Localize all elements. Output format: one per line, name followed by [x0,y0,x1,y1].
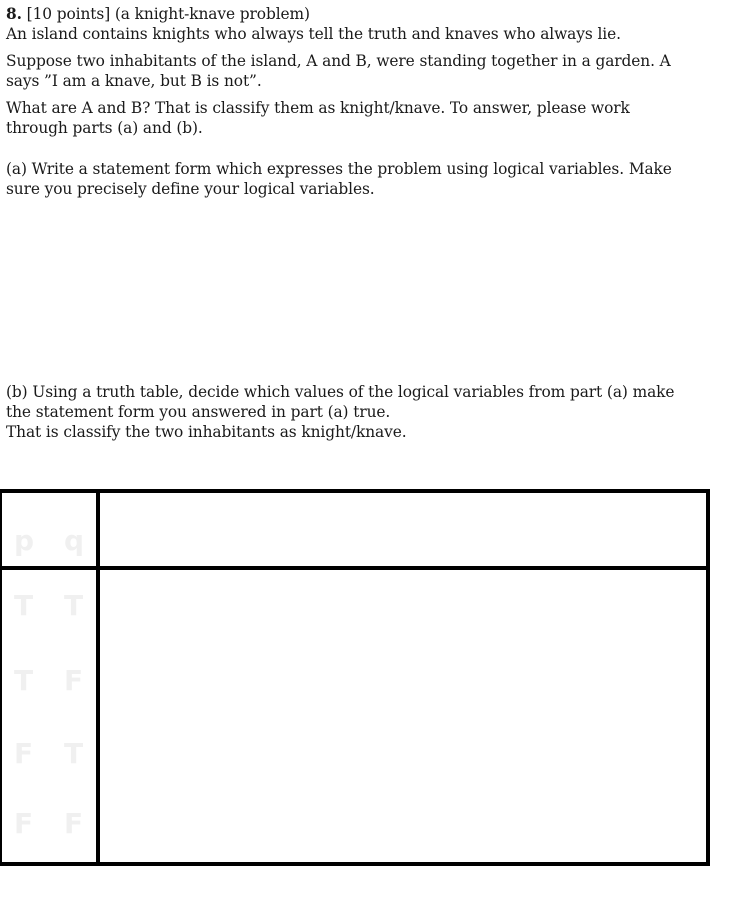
setup-text: Suppose two inhabitants of the island, A and B, were standing together in a garden. A says ”I am a knave, but B is not”. [6,52,671,90]
truth-table-cell: F [14,737,34,770]
truth-table-cell: T [64,737,84,770]
truth-table-cell: F [64,807,84,840]
truth-table-cell: T [14,589,34,622]
question-points: [10 points] [26,5,111,23]
truth-table-cell: F [64,664,84,697]
truth-table-cell: F [14,807,34,840]
table-bottom-border [0,862,710,866]
prompt-text: What are A and B? That is classify them as knight/knave. To answer, please work through parts (a) and (b). [6,99,630,137]
table-header-divider [0,566,710,570]
table-right-border [706,489,710,866]
part-b-text [6,382,686,442]
truth-table-header-q: q [64,524,85,557]
truth-table-cell: T [64,589,84,622]
question-heading [6,4,686,24]
table-left-border [0,489,2,866]
truth-table [0,489,710,866]
truth-table-cell: T [14,664,34,697]
part-b-line-2: That is classify the two inhabitants as knight/knave. [6,423,407,441]
part-a-text: (a) Write a statement form which expresses the problem using logical variables. Make sure you precisely define your logical variables. [6,160,672,198]
truth-table-header-p: p [14,524,35,557]
question-number: 8. [6,5,22,23]
part-b-line-1: (b) Using a truth table, decide which values of the logical variables from part (a) make the statement form you answered in part (a) true. [6,383,675,421]
table-column-divider [96,489,100,866]
question-topic: (a knight-knave problem) [114,5,310,23]
table-top-border [0,489,710,493]
intro-text: An island contains knights who always tell the truth and knaves who always lie. [6,25,621,43]
